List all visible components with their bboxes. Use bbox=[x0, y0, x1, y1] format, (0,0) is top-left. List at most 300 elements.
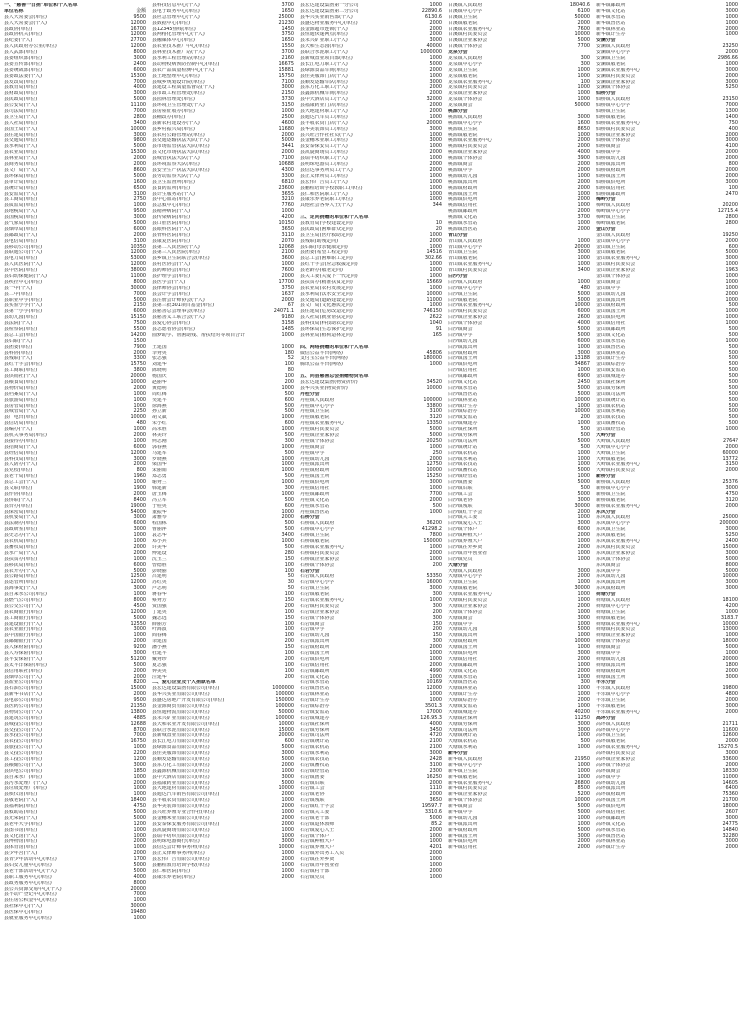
donor-name: 丹桂镇中心小学 bbox=[300, 403, 335, 409]
donor-name: 石岩镇村民委员会 bbox=[300, 603, 340, 609]
donor-name: 林美玲 bbox=[152, 433, 167, 439]
donation-amount: 20200 bbox=[722, 202, 738, 209]
donation-amount: 6000 bbox=[577, 526, 590, 533]
donation-amount: 1000 bbox=[577, 673, 590, 680]
donation-amount: 2150 bbox=[281, 90, 294, 97]
donor-name: 金山镇供电所 bbox=[596, 315, 626, 321]
donor-name: 县鹏程培训学校教职工(单位) bbox=[300, 185, 363, 191]
donor-name: 县老年大学(单位) bbox=[4, 821, 43, 827]
donation-amount: 3000 bbox=[725, 838, 738, 845]
donor-name: 蔡秀芳 bbox=[152, 597, 167, 603]
donor-name: 县运管所(单位) bbox=[4, 580, 38, 586]
donor-name: 安澜镇卫生院 bbox=[596, 56, 626, 62]
donor-name: 安澜镇企业家协会 bbox=[596, 79, 636, 85]
donation-amount: 7700 bbox=[429, 490, 442, 497]
donor-name: 县审计局(单位) bbox=[4, 179, 38, 185]
donor-name: 大塘镇兽医站 bbox=[448, 680, 478, 686]
donation-amount: 19000 bbox=[130, 502, 146, 509]
donation-amount: 200 bbox=[432, 561, 442, 568]
donation-amount: 6000 bbox=[577, 308, 590, 315]
donor-name: 大塘镇派出所 bbox=[448, 633, 478, 639]
donor-name: 县宏伟广告有限公司(单位) bbox=[152, 857, 210, 863]
donor-name: 石岩镇工会 bbox=[300, 786, 325, 792]
donation-amount: 2000 bbox=[133, 638, 146, 645]
donor-name: 县会计学会(单位) bbox=[152, 291, 191, 297]
donor-name: 县垃圾处理厂(单位) bbox=[4, 786, 47, 792]
donor-name: 县乡村振兴局(单位) bbox=[152, 126, 195, 132]
donor-name: 县瑞丰纺织有限公司(单位) bbox=[152, 833, 210, 839]
donor-name: 县粮食局(单位) bbox=[4, 380, 38, 385]
donor-name: 大塘镇商会 bbox=[448, 615, 473, 621]
donation-amount: 1000 bbox=[725, 608, 738, 615]
donation-amount: 500 bbox=[284, 543, 294, 550]
donor-name: 县林业技术推广站(个人) bbox=[152, 50, 205, 56]
donor-name: 青山镇村民委员会 bbox=[448, 268, 488, 274]
donation-amount: 4100 bbox=[725, 143, 738, 150]
donation-amount: 11100 bbox=[130, 102, 146, 109]
donation-amount: 3000 bbox=[133, 131, 146, 138]
donation-amount: 16675 bbox=[278, 60, 294, 67]
donation-amount: 15000 bbox=[722, 543, 738, 550]
donation-amount: 2000 bbox=[429, 237, 442, 244]
donor-name: 金山镇安监站 bbox=[596, 368, 626, 374]
donor-name: 仙桥镇敬老院 bbox=[596, 114, 626, 120]
donation-amount: 1000 bbox=[281, 826, 294, 833]
donation-amount: 1000 bbox=[429, 856, 442, 863]
donation-amount: 3000 bbox=[133, 214, 146, 221]
donation-amount: 10000 bbox=[426, 384, 442, 391]
donation-amount: 1000 bbox=[133, 773, 146, 780]
donation-amount: 8000 bbox=[133, 49, 146, 56]
donor-name: 县土地整理中心(单位) bbox=[152, 73, 200, 79]
donor-name: 金山镇个体协会 bbox=[596, 273, 631, 279]
donor-name: 新华镇国土所 bbox=[448, 833, 478, 839]
donor-name: 县康乐养老院(单位) bbox=[152, 874, 195, 880]
donation-amount: 1000 bbox=[577, 744, 590, 751]
donor-name: 萧雅琴 bbox=[152, 515, 167, 521]
donation-amount: 1000 bbox=[725, 261, 738, 268]
donation-amount: 2100 bbox=[281, 249, 294, 256]
donation-amount: 15000 bbox=[130, 685, 146, 692]
donation-amount: 500 bbox=[728, 331, 738, 338]
donation-amount: 1000 bbox=[133, 744, 146, 751]
donor-name: 县盛达房地产开发有限公司(单位) bbox=[152, 698, 225, 704]
donation-amount: 5000 bbox=[133, 661, 146, 668]
donor-name: 县第三人民医院(单位) bbox=[152, 250, 200, 256]
donor-name: 石岩镇妇联 bbox=[300, 780, 325, 786]
donation-amount: 5000 bbox=[133, 614, 146, 621]
donation-amount: 1000 bbox=[577, 820, 590, 827]
donor-name: 桃源镇水管站 bbox=[448, 220, 478, 226]
donor-name: 石岩镇企业家协会 bbox=[300, 609, 340, 615]
donation-amount: 21700 bbox=[722, 797, 738, 804]
donor-name: 县华兴实业(物资折价) bbox=[300, 385, 348, 391]
donation-amount: 100 bbox=[284, 567, 294, 574]
donation-amount: 12550 bbox=[130, 620, 146, 627]
donor-name: 县宏达建设集团(物资折价) bbox=[300, 380, 358, 385]
donor-name: 胡文斌 bbox=[152, 415, 167, 421]
donation-amount: 2000 bbox=[725, 761, 738, 768]
donor-name: 新华镇林业站 bbox=[596, 26, 626, 32]
donor-name: 县扶贫办(单位) bbox=[4, 556, 38, 562]
donor-name: 县卫生监督所(单位) bbox=[152, 179, 195, 185]
donor-name: 大塘分会 bbox=[448, 562, 468, 568]
donor-name: 县农村公路管理站(单位) bbox=[152, 132, 205, 138]
donation-amount: 3800 bbox=[133, 367, 146, 374]
donor-name: 梁国华 bbox=[152, 462, 167, 468]
donor-name: 青山分会 bbox=[448, 232, 468, 238]
donor-name: 新华镇计生办 bbox=[596, 32, 626, 38]
donor-name: 县大地建材职工(个人) bbox=[300, 109, 348, 115]
donation-amount: 10000 bbox=[722, 620, 738, 627]
donation-amount: 15270.5 bbox=[717, 744, 738, 751]
donation-amount: 1000 bbox=[281, 767, 294, 774]
donation-amount: 2000 bbox=[725, 697, 738, 704]
donation-amount: 10169 bbox=[426, 679, 442, 686]
donation-amount: 18000 bbox=[722, 638, 738, 645]
donation-amount: 5000 bbox=[133, 862, 146, 869]
donor-name: 县民政局(单位) bbox=[4, 97, 38, 103]
donation-amount: 3000 bbox=[725, 673, 738, 680]
donor-name: 金山镇司法所 bbox=[596, 391, 626, 397]
donation-amount: 4750 bbox=[725, 490, 738, 497]
donor-name: 五、向县慈善总会捐赠物资名单 bbox=[300, 374, 369, 380]
donation-amount: 2000 bbox=[577, 208, 590, 215]
donor-name: 县农投公司(单位) bbox=[4, 739, 43, 745]
donor-name: 县城管执法大队(个人) bbox=[152, 156, 200, 162]
donation-amount: 7100 bbox=[281, 155, 294, 162]
donation-amount: 2450 bbox=[577, 379, 590, 385]
donor-name: 县应急管理中心(个人) bbox=[152, 14, 200, 20]
donation-amount: 1000 bbox=[577, 219, 590, 226]
donor-name: 一、"慈善一日捐"单位和个人名单 bbox=[4, 3, 78, 8]
donor-name: 县慈善总会理事会(单位) bbox=[152, 309, 205, 315]
donation-amount: 3000 bbox=[577, 520, 590, 527]
donation-amount: 3400 bbox=[577, 267, 590, 274]
donor-name: 县农业局(单位) bbox=[4, 150, 38, 156]
donation-amount: 16000 bbox=[426, 579, 442, 586]
donation-amount: 2000 bbox=[133, 667, 146, 674]
donation-amount: 1000 bbox=[725, 278, 738, 285]
donor-name: 桃源镇供电所 bbox=[448, 197, 478, 203]
donor-name: 县财政局(单位) bbox=[4, 91, 38, 97]
donation-amount: 3000 bbox=[725, 814, 738, 821]
donation-amount: 1000 bbox=[577, 190, 590, 197]
donor-name: 县经信局(单位) bbox=[4, 450, 38, 456]
donation-amount: 2600 bbox=[577, 314, 590, 321]
donor-name: 县交投公司(个人) bbox=[4, 727, 43, 733]
donor-name: 县疾控中心(单位) bbox=[4, 279, 43, 285]
donor-name: 袁志华 bbox=[152, 533, 167, 539]
donation-amount: 1300 bbox=[725, 108, 738, 115]
donor-name: 县恒通快递网点(单位) bbox=[300, 32, 348, 38]
donor-name: 大岭分会 bbox=[596, 433, 616, 439]
donor-name: 县计生服务站(个人) bbox=[152, 191, 195, 197]
donation-amount: 1000 bbox=[133, 202, 146, 209]
donor-name: 县正义律所员工(单位) bbox=[300, 173, 348, 179]
donation-amount: 2000 bbox=[133, 779, 146, 786]
donation-amount: 3000 bbox=[725, 255, 738, 262]
donor-name: 周红梅 bbox=[152, 391, 167, 397]
donor-name: 县村医协会(个人) bbox=[152, 262, 191, 268]
donor-name: 高坪镇商会 bbox=[596, 768, 621, 774]
donation-amount: 2000 bbox=[725, 131, 738, 138]
donor-name: 沈玉兰 bbox=[152, 556, 167, 562]
donor-name: 白沙镇红十字会 bbox=[448, 509, 483, 515]
donation-amount: 2986.66 bbox=[717, 55, 738, 62]
donation-amount: 30000 bbox=[130, 903, 146, 910]
donor-name: 东风镇企业家协会 bbox=[596, 550, 636, 556]
donor-name: 孙立新 bbox=[152, 409, 167, 415]
donation-amount: 1650 bbox=[281, 7, 294, 14]
donation-amount: 1000 bbox=[429, 596, 442, 603]
donation-amount: 15000 bbox=[278, 726, 294, 733]
donation-amount: 6810 bbox=[281, 178, 294, 185]
donation-amount: 12068 bbox=[278, 243, 294, 250]
donor-name: 县安全生产执法大队(单位) bbox=[152, 167, 210, 173]
donor-name: 石岩镇幼儿园 bbox=[300, 633, 330, 639]
donor-name: 县福利院(单位) bbox=[4, 804, 38, 810]
donor-name: 县二中(单位) bbox=[4, 291, 33, 297]
donor-name: 高坪镇邮政所 bbox=[596, 815, 626, 821]
donor-name: 白沙镇邮政所 bbox=[448, 374, 478, 380]
donor-name: 金山镇村民委员会 bbox=[596, 262, 636, 268]
donor-name: 石岩镇外出务工人员 bbox=[300, 851, 345, 857]
donor-name: 腾讯公益平台(网络) bbox=[300, 362, 343, 368]
donation-amount: 2000 bbox=[281, 149, 294, 156]
donation-amount: 2000 bbox=[281, 814, 294, 821]
donor-name: 魏志远 bbox=[152, 615, 167, 621]
donor-name: 丹桂镇邮政所 bbox=[300, 491, 330, 497]
donation-amount: 500 bbox=[728, 396, 738, 403]
donation-amount: 2000 bbox=[577, 161, 590, 168]
donation-amount: 21230 bbox=[278, 19, 294, 26]
donor-name: 县仁和医院职工(个人) bbox=[300, 191, 348, 197]
donor-name: 仙桥镇农业服务中心 bbox=[596, 120, 641, 126]
donor-name: 县农机局(单位) bbox=[4, 539, 38, 545]
donation-amount: 2000 bbox=[577, 143, 590, 150]
donation-amount: 1000 bbox=[429, 243, 442, 250]
donation-amount: 2000 bbox=[281, 803, 294, 810]
donation-amount: 3183.7 bbox=[720, 614, 738, 621]
donor-name: 白沙镇中心小学 bbox=[448, 285, 483, 291]
donation-amount: 4500 bbox=[133, 602, 146, 609]
donor-name: 甘溪镇个体协会 bbox=[448, 44, 483, 50]
donor-name: 石岩镇种植大户 bbox=[300, 839, 335, 845]
donor-name: 白沙镇畜牧站 bbox=[448, 468, 478, 474]
donor-name: 丁建英 bbox=[152, 609, 167, 615]
donation-amount: 2000 bbox=[725, 667, 738, 674]
donation-amount: 5000 bbox=[577, 809, 590, 816]
donation-amount: 1000 bbox=[281, 867, 294, 874]
donation-amount: 200 bbox=[432, 626, 442, 633]
donor-name: 高坪镇卫生院 bbox=[596, 733, 626, 739]
donor-name: 石岩镇统计站 bbox=[300, 739, 330, 745]
donor-name: 夏志强 bbox=[152, 662, 167, 668]
donor-name: 新华镇幼儿园 bbox=[448, 815, 478, 821]
donation-amount: 3000 bbox=[577, 832, 590, 839]
donation-amount: 2000 bbox=[133, 549, 146, 556]
donor-name: 县文广局(个人) bbox=[4, 167, 38, 173]
donation-amount: 2000 bbox=[725, 502, 738, 509]
donor-name: 白沙镇供电所 bbox=[448, 362, 478, 368]
donor-name: 县检察院(单位) bbox=[4, 326, 38, 332]
donation-amount: 2000 bbox=[133, 490, 146, 497]
donor-name: 龙泉镇人民政府 bbox=[448, 56, 483, 62]
donation-amount: 15750 bbox=[278, 72, 294, 79]
donor-name: 县环境监察大队(单位) bbox=[152, 162, 200, 168]
donor-name: 白沙镇林业站 bbox=[448, 397, 478, 403]
donation-amount: 480 bbox=[136, 420, 146, 427]
donor-name: 县长江电力职工(个人) bbox=[300, 61, 348, 67]
donor-name: 县救助站(单位) bbox=[4, 810, 38, 816]
donation-amount: 150 bbox=[432, 620, 442, 627]
donation-amount: 1000 bbox=[133, 826, 146, 833]
donor-name: 大塘镇邮政所 bbox=[448, 662, 478, 668]
donor-name: 新华镇人民政府 bbox=[448, 757, 483, 762]
donor-name: 县信用联社(单位) bbox=[4, 668, 43, 674]
donor-name: 县宏伟广告员工(个人) bbox=[300, 179, 348, 185]
donor-name: 宋丽娟 bbox=[152, 468, 167, 474]
donor-name: 县兴旺合作社社员(个人) bbox=[300, 132, 353, 138]
donor-name: 县新农村建设办(个人) bbox=[152, 120, 200, 126]
donor-name: 县医保中心(单位) bbox=[4, 910, 43, 916]
donor-name: 县编办(个人) bbox=[4, 427, 33, 433]
donation-amount: 800 bbox=[728, 161, 738, 168]
donation-amount: 2000 bbox=[133, 543, 146, 550]
donor-name: 李秀英 bbox=[152, 350, 167, 356]
donor-name: 东风镇中学 bbox=[596, 568, 621, 574]
donation-amount: 13000 bbox=[722, 626, 738, 633]
donor-name: 石岩镇卫生院 bbox=[300, 586, 330, 592]
donation-amount: 1000 bbox=[281, 331, 294, 338]
donation-amount: 100 bbox=[284, 373, 294, 380]
donation-amount: 1800 bbox=[725, 661, 738, 668]
donation-amount: 33800 bbox=[426, 402, 442, 409]
donor-name: 郭春燕 bbox=[152, 444, 167, 450]
donor-name: 金山镇经管站 bbox=[596, 427, 626, 433]
donation-amount: 1000 bbox=[429, 267, 442, 274]
donation-amount: 1000 bbox=[133, 390, 146, 397]
donation-amount: 1000 bbox=[577, 172, 590, 179]
donation-amount: 15300 bbox=[130, 72, 146, 79]
donor-name: 微信公益平台(网络) bbox=[300, 350, 343, 356]
donation-amount: 5000 bbox=[577, 626, 590, 633]
donation-amount: 1000 bbox=[281, 862, 294, 869]
donor-name: 县工商联(单位) bbox=[4, 368, 38, 374]
donation-amount: 1000 bbox=[133, 591, 146, 598]
donor-name: 大塘镇水管站 bbox=[448, 674, 478, 680]
donor-name: 曹丽萍 bbox=[152, 527, 167, 533]
donation-amount: 3000 bbox=[725, 526, 738, 533]
donation-amount: 2000 bbox=[725, 25, 738, 32]
donor-name: 石岩镇劳保所 bbox=[300, 727, 330, 733]
donation-amount: 3400 bbox=[133, 119, 146, 126]
donor-name: 大塘镇水利站 bbox=[448, 745, 478, 751]
donor-name: 高坪镇个体协会 bbox=[596, 762, 631, 768]
donation-amount: 4600 bbox=[281, 119, 294, 126]
donation-amount: 1550 bbox=[281, 43, 294, 50]
donor-name: 县水利局(个人) bbox=[4, 144, 38, 150]
donation-amount: 60000 bbox=[722, 449, 738, 456]
donor-name: 县海事处(个人) bbox=[4, 586, 38, 592]
donor-name: 县公路局(单位) bbox=[4, 574, 38, 580]
donation-amount: 5000 bbox=[133, 296, 146, 303]
donor-name: 县总工会(个人) bbox=[4, 480, 38, 486]
donor-name: 县公安局(个人) bbox=[4, 103, 38, 109]
donation-amount: 12600 bbox=[722, 732, 738, 739]
donation-amount: 2000 bbox=[281, 296, 294, 303]
donation-amount: 11000 bbox=[722, 773, 738, 780]
donor-name: 县职工服务中心(单位) bbox=[4, 874, 52, 880]
donation-amount: 20000 bbox=[722, 655, 738, 662]
donation-amount: 1000 bbox=[429, 284, 442, 291]
donor-name: 丹桂镇财政所 bbox=[300, 468, 330, 474]
donor-name: 县华美装饰有限公司(单位) bbox=[152, 804, 210, 810]
donor-name: 县水投公司(单位) bbox=[4, 733, 43, 739]
donation-amount: 3000 bbox=[429, 78, 442, 85]
donation-amount: 2000 bbox=[725, 844, 738, 851]
donation-amount: 1000 bbox=[281, 426, 294, 433]
donor-name: 三、定向捐赠的单位和个人名单 bbox=[300, 215, 369, 221]
donor-name: 石岩镇老协 bbox=[300, 792, 325, 798]
donation-amount: 2000 bbox=[577, 697, 590, 704]
donor-name: 县妇联(母亲健康定向) bbox=[300, 244, 348, 250]
donation-amount: 1000 bbox=[429, 873, 442, 880]
donor-name: 县关工委(关爱下一代定向) bbox=[300, 273, 358, 279]
donor-name: 白沙镇统计站 bbox=[448, 444, 478, 450]
donation-amount: 100 bbox=[284, 626, 294, 633]
donor-name: 叶海波 bbox=[152, 627, 167, 633]
donation-amount: 1000 bbox=[725, 632, 738, 639]
donation-amount: 45806 bbox=[426, 349, 442, 356]
donation-amount: 4990 bbox=[429, 667, 442, 674]
donor-name: 白沙镇团委 bbox=[448, 480, 473, 486]
donor-name: 县电子政务中心(单位) bbox=[152, 8, 200, 14]
donor-name: 石桥镇中心小学 bbox=[300, 527, 335, 533]
donor-name: 金山镇卫生院 bbox=[596, 244, 626, 250]
donor-name: 荷塘镇派出所 bbox=[596, 662, 626, 668]
donor-name: 新华镇兽医站 bbox=[596, 20, 626, 26]
donor-name: 县顺发运输有限公司(单位) bbox=[152, 757, 210, 762]
donation-amount: 1000 bbox=[281, 343, 294, 350]
donation-amount: 50 bbox=[287, 585, 294, 592]
donor-name: 金山镇水管站 bbox=[596, 338, 626, 344]
donor-name: 白沙镇老协 bbox=[448, 497, 473, 503]
donor-name: 梅岭镇人民政府 bbox=[596, 203, 631, 209]
donation-amount: 2000 bbox=[725, 172, 738, 179]
donation-amount: 3730 bbox=[281, 96, 294, 103]
donation-amount: 1000 bbox=[429, 272, 442, 279]
donor-name: 县电信局(单位) bbox=[4, 238, 38, 244]
donation-amount: 300 bbox=[580, 679, 590, 686]
donor-name: 县明珠电器商行(单位) bbox=[152, 839, 200, 845]
donor-name: 县律师协会(单位) bbox=[152, 285, 191, 291]
donor-name: 郑志勇 bbox=[152, 474, 167, 480]
donation-amount: 1000 bbox=[577, 455, 590, 462]
donor-name: 仙桥镇国土所 bbox=[596, 173, 626, 179]
donor-name: 县兴旺养殖专业合作社(单位) bbox=[152, 810, 215, 816]
donation-amount: 8650 bbox=[577, 125, 590, 132]
donor-name: 石岩镇在外乡贤 bbox=[300, 857, 335, 863]
donation-amount: 5000 bbox=[577, 384, 590, 391]
donor-name: 龙泉镇村民委员会 bbox=[448, 85, 488, 91]
donation-amount: 2750 bbox=[133, 196, 146, 203]
donation-amount: 38000 bbox=[130, 267, 146, 274]
donor-name: 县纪委(个人) bbox=[4, 38, 33, 44]
donation-amount: 30000 bbox=[130, 284, 146, 291]
donation-amount: 500 bbox=[284, 432, 294, 439]
